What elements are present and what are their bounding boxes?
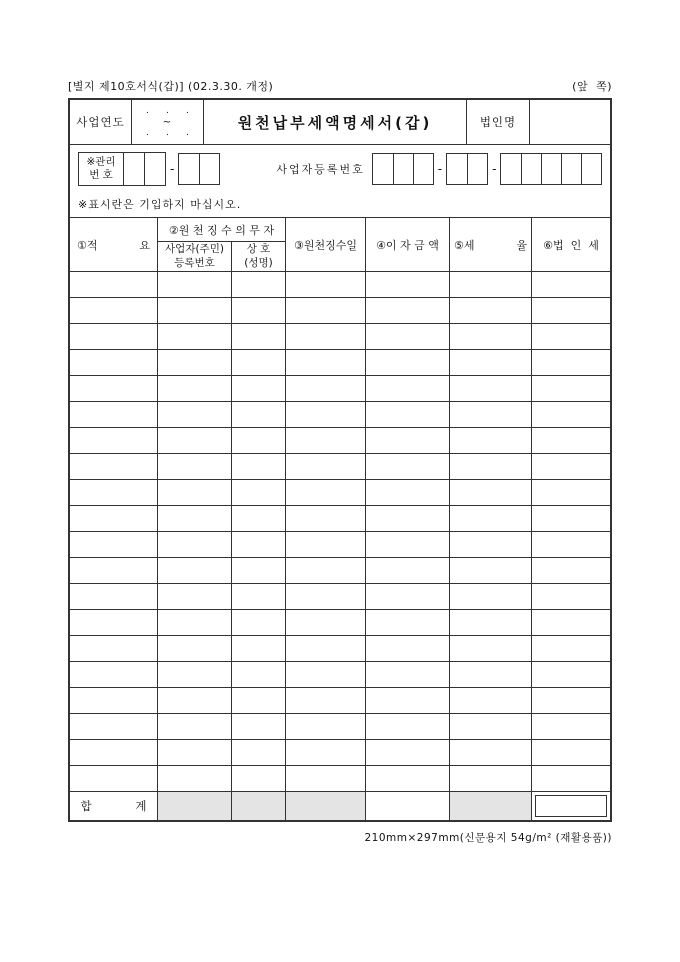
- table-row: [70, 558, 610, 584]
- business-year-cell[interactable]: [132, 100, 204, 144]
- digit-cell[interactable]: [501, 154, 521, 184]
- page-title: 원천납부세액명세서(갑): [237, 113, 433, 132]
- table-cell[interactable]: [532, 454, 610, 479]
- table-body: [70, 272, 610, 792]
- table-cell[interactable]: [232, 610, 286, 635]
- table-cell[interactable]: [532, 376, 610, 401]
- business-year-tilde: ~: [162, 116, 173, 128]
- table-cell[interactable]: [158, 610, 232, 635]
- table-cell[interactable]: [158, 766, 232, 791]
- table-cell[interactable]: [232, 428, 286, 453]
- table-row: [70, 402, 610, 428]
- digit-cell[interactable]: [467, 154, 487, 184]
- page-side-label: (앞 쪽): [572, 80, 612, 93]
- table-cell[interactable]: [158, 350, 232, 375]
- table-cell[interactable]: [366, 740, 450, 765]
- table-cell[interactable]: [232, 272, 286, 297]
- table-row: [70, 714, 610, 740]
- table-cell[interactable]: [70, 506, 158, 531]
- table-cell[interactable]: [158, 532, 232, 557]
- table-cell[interactable]: [286, 454, 366, 479]
- table-cell[interactable]: [286, 324, 366, 349]
- title-row: [70, 100, 610, 145]
- table-cell[interactable]: [232, 350, 286, 375]
- table-cell[interactable]: [232, 454, 286, 479]
- total-cell-interest-amount[interactable]: [366, 792, 450, 820]
- table-row: [70, 740, 610, 766]
- business-reg-number-line: [276, 153, 602, 185]
- table-cell[interactable]: [286, 688, 366, 713]
- no-entry-note: ※표시란은 기입하지 마십시오.: [78, 198, 242, 211]
- table-cell[interactable]: [532, 662, 610, 687]
- table-cell[interactable]: [158, 662, 232, 687]
- table-cell[interactable]: [532, 558, 610, 583]
- table-row: [70, 298, 610, 324]
- management-number-box: [78, 152, 166, 186]
- table-cell[interactable]: [532, 272, 610, 297]
- management-region: [70, 145, 610, 218]
- table-cell[interactable]: [450, 558, 532, 583]
- table-cell[interactable]: [286, 636, 366, 661]
- corporation-name-value[interactable]: [530, 100, 610, 144]
- table-row: [70, 506, 610, 532]
- table-row: [70, 376, 610, 402]
- table-cell[interactable]: [70, 662, 158, 687]
- digit-cell[interactable]: [561, 154, 581, 184]
- corporation-name-label: 법인명: [467, 100, 530, 144]
- digit-box-group: [372, 153, 434, 185]
- table-cell[interactable]: [232, 688, 286, 713]
- table-cell[interactable]: [232, 740, 286, 765]
- table-cell[interactable]: [366, 532, 450, 557]
- management-number-cells-right: [178, 153, 220, 185]
- table-cell[interactable]: [158, 584, 232, 609]
- management-number-cells-left: [123, 153, 165, 185]
- table-cell[interactable]: [70, 584, 158, 609]
- table-cell[interactable]: [70, 480, 158, 505]
- total-row: [70, 792, 610, 820]
- table-cell[interactable]: [532, 428, 610, 453]
- table-cell[interactable]: [70, 740, 158, 765]
- table-cell[interactable]: [70, 324, 158, 349]
- table-cell[interactable]: [450, 610, 532, 635]
- table-cell[interactable]: [232, 766, 286, 791]
- table-cell[interactable]: [158, 298, 232, 323]
- digit-cell[interactable]: [581, 154, 601, 184]
- table-cell[interactable]: [450, 688, 532, 713]
- table-cell[interactable]: [366, 610, 450, 635]
- table-cell[interactable]: [450, 480, 532, 505]
- table-row: [70, 636, 610, 662]
- table-cell[interactable]: [70, 610, 158, 635]
- table-cell[interactable]: [366, 298, 450, 323]
- table-cell[interactable]: [450, 506, 532, 531]
- business-reg-number-label: 사업자등록번호: [276, 163, 365, 176]
- table-cell[interactable]: [232, 636, 286, 661]
- table-cell[interactable]: [70, 532, 158, 557]
- table-cell[interactable]: [450, 376, 532, 401]
- table-cell[interactable]: [366, 272, 450, 297]
- table-cell[interactable]: [532, 324, 610, 349]
- table-cell[interactable]: [286, 350, 366, 375]
- table-cell[interactable]: [450, 454, 532, 479]
- table-cell[interactable]: [286, 532, 366, 557]
- table-cell[interactable]: [232, 480, 286, 505]
- table-cell[interactable]: [450, 324, 532, 349]
- table-cell[interactable]: [366, 454, 450, 479]
- digit-cell[interactable]: [123, 153, 144, 185]
- col-header-trade-name: 상 호 (성명): [244, 242, 273, 269]
- table-cell[interactable]: [450, 662, 532, 687]
- dash: -: [492, 162, 497, 176]
- table-cell[interactable]: [366, 662, 450, 687]
- table-cell[interactable]: [70, 688, 158, 713]
- digit-cell[interactable]: [144, 153, 165, 185]
- table-cell[interactable]: [286, 558, 366, 583]
- table-cell[interactable]: [158, 558, 232, 583]
- table-row: [70, 324, 610, 350]
- table-cell[interactable]: [232, 584, 286, 609]
- digit-cell[interactable]: [447, 154, 467, 184]
- dash: -: [437, 162, 443, 176]
- digit-cell[interactable]: [199, 154, 219, 184]
- table-cell[interactable]: [70, 766, 158, 791]
- table-cell[interactable]: [532, 610, 610, 635]
- col-header-interest-amount: ④이 자 금 액: [366, 218, 450, 271]
- table-cell[interactable]: [158, 324, 232, 349]
- table-cell[interactable]: [450, 714, 532, 739]
- table-cell[interactable]: [232, 376, 286, 401]
- table-cell[interactable]: [70, 350, 158, 375]
- col-header-corporate-tax: ⑥법 인 세: [543, 238, 599, 252]
- table-cell[interactable]: [532, 636, 610, 661]
- total-cell-corporate-tax[interactable]: [532, 792, 610, 820]
- total-corporate-tax-inner-box[interactable]: [535, 795, 607, 817]
- table-cell[interactable]: [366, 766, 450, 791]
- col-header-reg-number: 사업자(주민) 등록번호: [158, 242, 232, 271]
- table-cell[interactable]: [158, 740, 232, 765]
- table-cell[interactable]: [366, 324, 450, 349]
- table-cell[interactable]: [158, 636, 232, 661]
- table-cell[interactable]: [366, 428, 450, 453]
- table-row: [70, 662, 610, 688]
- table-cell[interactable]: [70, 376, 158, 401]
- table-row: [70, 350, 610, 376]
- form-table: [68, 98, 612, 822]
- total-cell-tax-rate[interactable]: [450, 792, 532, 820]
- table-cell[interactable]: [532, 740, 610, 765]
- table-cell[interactable]: [286, 662, 366, 687]
- table-cell[interactable]: [232, 558, 286, 583]
- table-cell[interactable]: [450, 272, 532, 297]
- digit-box-group: [178, 153, 220, 185]
- table-cell[interactable]: [450, 350, 532, 375]
- table-cell[interactable]: [70, 558, 158, 583]
- column-header-row: [70, 218, 610, 272]
- table-cell[interactable]: [532, 714, 610, 739]
- table-cell[interactable]: [450, 402, 532, 427]
- table-cell[interactable]: [158, 402, 232, 427]
- table-cell[interactable]: [286, 272, 366, 297]
- table-cell[interactable]: [532, 688, 610, 713]
- table-cell[interactable]: [158, 272, 232, 297]
- col-header-withholding-agent-group: [158, 218, 286, 271]
- total-cell-reg-number[interactable]: [158, 792, 232, 820]
- table-row: [70, 480, 610, 506]
- dash: -: [170, 162, 175, 176]
- table-cell[interactable]: [532, 532, 610, 557]
- table-cell[interactable]: [286, 714, 366, 739]
- table-cell[interactable]: [286, 402, 366, 427]
- table-cell[interactable]: [366, 376, 450, 401]
- table-cell[interactable]: [366, 350, 450, 375]
- table-cell[interactable]: [158, 714, 232, 739]
- table-cell[interactable]: [286, 480, 366, 505]
- digit-cell[interactable]: [179, 154, 199, 184]
- management-number-line: [78, 152, 602, 186]
- total-label: 합 계: [70, 792, 158, 820]
- business-year-label: 사업연도: [70, 100, 132, 144]
- table-cell[interactable]: [366, 558, 450, 583]
- business-year-dots-bottom: . . .: [146, 127, 189, 138]
- table-cell[interactable]: [232, 506, 286, 531]
- table-cell[interactable]: [232, 324, 286, 349]
- table-cell[interactable]: [366, 584, 450, 609]
- table-cell[interactable]: [532, 298, 610, 323]
- table-row: [70, 584, 610, 610]
- table-cell[interactable]: [450, 428, 532, 453]
- table-cell[interactable]: [232, 532, 286, 557]
- col-header-summary: ①적 요: [70, 218, 158, 271]
- paper-spec: 210mm×297mm(신문용지 54g/m² (재활용품)): [364, 832, 612, 844]
- table-cell[interactable]: [286, 376, 366, 401]
- table-cell[interactable]: [158, 428, 232, 453]
- table-cell[interactable]: [366, 402, 450, 427]
- table-cell[interactable]: [532, 506, 610, 531]
- table-row: [70, 454, 610, 480]
- table-cell[interactable]: [70, 272, 158, 297]
- table-cell[interactable]: [366, 688, 450, 713]
- table-cell[interactable]: [70, 454, 158, 479]
- table-cell[interactable]: [286, 506, 366, 531]
- table-cell[interactable]: [286, 740, 366, 765]
- table-cell[interactable]: [70, 298, 158, 323]
- table-cell[interactable]: [286, 766, 366, 791]
- table-cell[interactable]: [532, 584, 610, 609]
- col-header-withholding-date: ③원천징수일: [286, 218, 366, 271]
- table-cell[interactable]: [70, 402, 158, 427]
- digit-cell[interactable]: [413, 154, 433, 184]
- digit-cell[interactable]: [373, 154, 393, 184]
- management-number-label: ※관리 번 호: [86, 155, 116, 181]
- table-row: [70, 766, 610, 792]
- col-header-withholding-agent: ②원 천 징 수 의 무 자: [158, 218, 285, 242]
- table-cell[interactable]: [450, 584, 532, 609]
- table-row: [70, 428, 610, 454]
- table-cell[interactable]: [532, 480, 610, 505]
- table-row: [70, 272, 610, 298]
- table-cell[interactable]: [70, 636, 158, 661]
- table-cell[interactable]: [450, 298, 532, 323]
- digit-box-group: [123, 153, 165, 185]
- table-cell[interactable]: [450, 636, 532, 661]
- table-cell[interactable]: [158, 454, 232, 479]
- table-row: [70, 610, 610, 636]
- table-cell[interactable]: [232, 662, 286, 687]
- table-cell[interactable]: [232, 714, 286, 739]
- total-cell-withholding-date[interactable]: [286, 792, 366, 820]
- table-cell[interactable]: [366, 480, 450, 505]
- table-cell[interactable]: [286, 298, 366, 323]
- table-cell[interactable]: [366, 506, 450, 531]
- table-row: [70, 532, 610, 558]
- total-cell-trade-name[interactable]: [232, 792, 286, 820]
- table-cell[interactable]: [450, 766, 532, 791]
- table-cell[interactable]: [532, 350, 610, 375]
- form-title-cell: [204, 100, 467, 144]
- table-cell[interactable]: [158, 376, 232, 401]
- table-cell[interactable]: [366, 636, 450, 661]
- business-reg-number-cells: [372, 153, 603, 185]
- table-cell[interactable]: [70, 714, 158, 739]
- digit-box-group: [500, 153, 602, 185]
- table-cell[interactable]: [232, 298, 286, 323]
- table-cell[interactable]: [532, 766, 610, 791]
- table-row: [70, 688, 610, 714]
- table-cell[interactable]: [286, 610, 366, 635]
- table-cell[interactable]: [158, 480, 232, 505]
- table-cell[interactable]: [450, 740, 532, 765]
- business-year-dots-top: . . .: [146, 105, 189, 116]
- top-reference-line: [68, 78, 612, 94]
- table-cell[interactable]: [158, 688, 232, 713]
- table-cell[interactable]: [232, 402, 286, 427]
- digit-cell[interactable]: [521, 154, 541, 184]
- form-reference: [별지 제10호서식(갑)] (02.3.30. 개정): [68, 80, 274, 93]
- table-cell[interactable]: [286, 584, 366, 609]
- col-header-tax-rate: ⑤세 율: [450, 218, 532, 271]
- table-cell[interactable]: [450, 532, 532, 557]
- table-cell[interactable]: [70, 428, 158, 453]
- digit-box-group: [446, 153, 488, 185]
- digit-cell[interactable]: [541, 154, 561, 184]
- table-cell[interactable]: [286, 428, 366, 453]
- digit-cell[interactable]: [393, 154, 413, 184]
- table-cell[interactable]: [158, 506, 232, 531]
- table-cell[interactable]: [366, 714, 450, 739]
- table-cell[interactable]: [532, 402, 610, 427]
